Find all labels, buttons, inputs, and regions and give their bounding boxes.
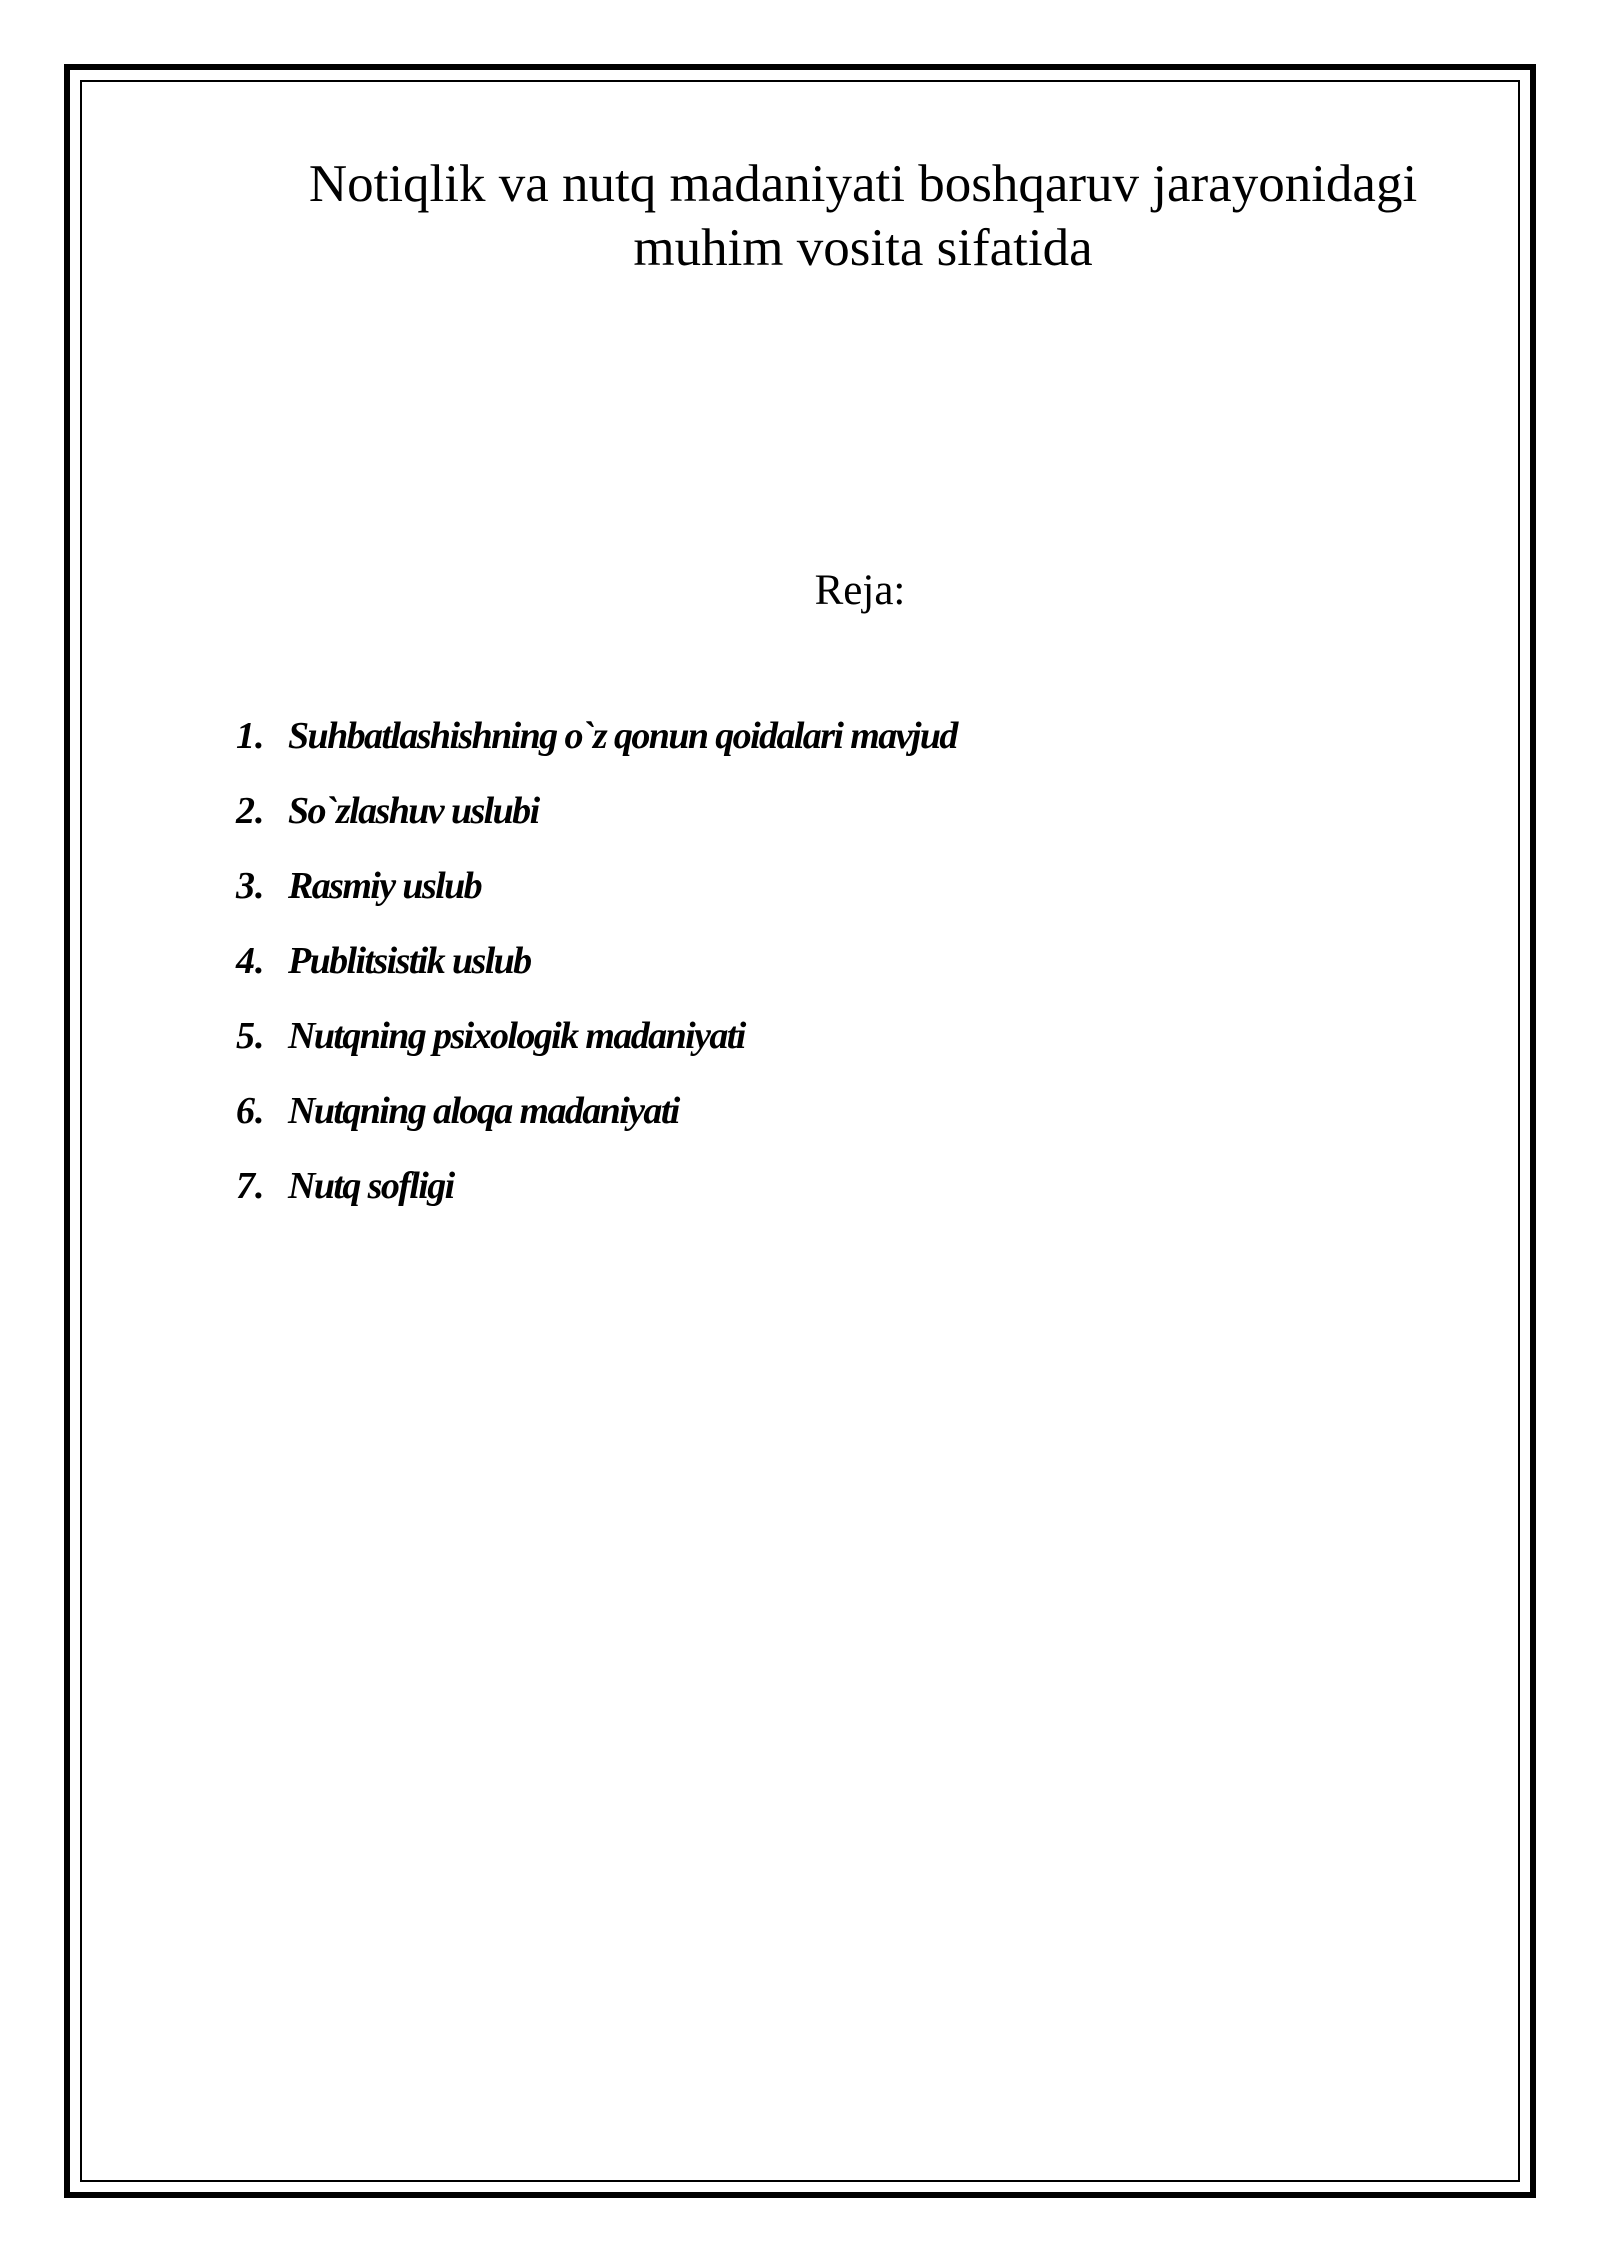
document-title <box>228 152 1498 280</box>
plan-item-number: 5. <box>236 1015 265 1057</box>
plan-list <box>236 714 957 1239</box>
plan-item-text: So`zlashuv uslubi <box>288 790 539 832</box>
plan-item-text: Rasmiy uslub <box>288 865 482 907</box>
plan-item-4 <box>236 939 957 1014</box>
plan-item-number: 3. <box>236 865 265 907</box>
plan-item-text: Nutq sofligi <box>288 1165 454 1207</box>
plan-item-text: Nutqning aloqa madaniyati <box>288 1090 679 1132</box>
title-line-2: muhim vosita sifatida <box>633 219 1093 277</box>
plan-item-3 <box>236 864 957 939</box>
plan-item-5 <box>236 1014 957 1089</box>
title-line-1: Notiqlik va nutq madaniyati boshqaruv jarayonidagi <box>308 155 1418 213</box>
plan-item-text: Nutqning psixologik madaniyati <box>288 1015 745 1057</box>
plan-heading: Reja: <box>814 567 906 614</box>
plan-item-1 <box>236 714 957 789</box>
plan-item-number: 7. <box>236 1165 265 1207</box>
plan-item-6 <box>236 1089 957 1164</box>
plan-item-text: Publitsistik uslub <box>288 940 531 982</box>
plan-item-text: Suhbatlashishning o`z qonun qoidalari mavjud <box>288 715 957 757</box>
plan-item-number: 1. <box>236 715 265 757</box>
plan-item-number: 6. <box>236 1090 265 1132</box>
plan-item-number: 4. <box>236 940 265 982</box>
plan-item-7 <box>236 1164 957 1239</box>
plan-item-2 <box>236 789 957 864</box>
plan-item-number: 2. <box>236 790 265 832</box>
